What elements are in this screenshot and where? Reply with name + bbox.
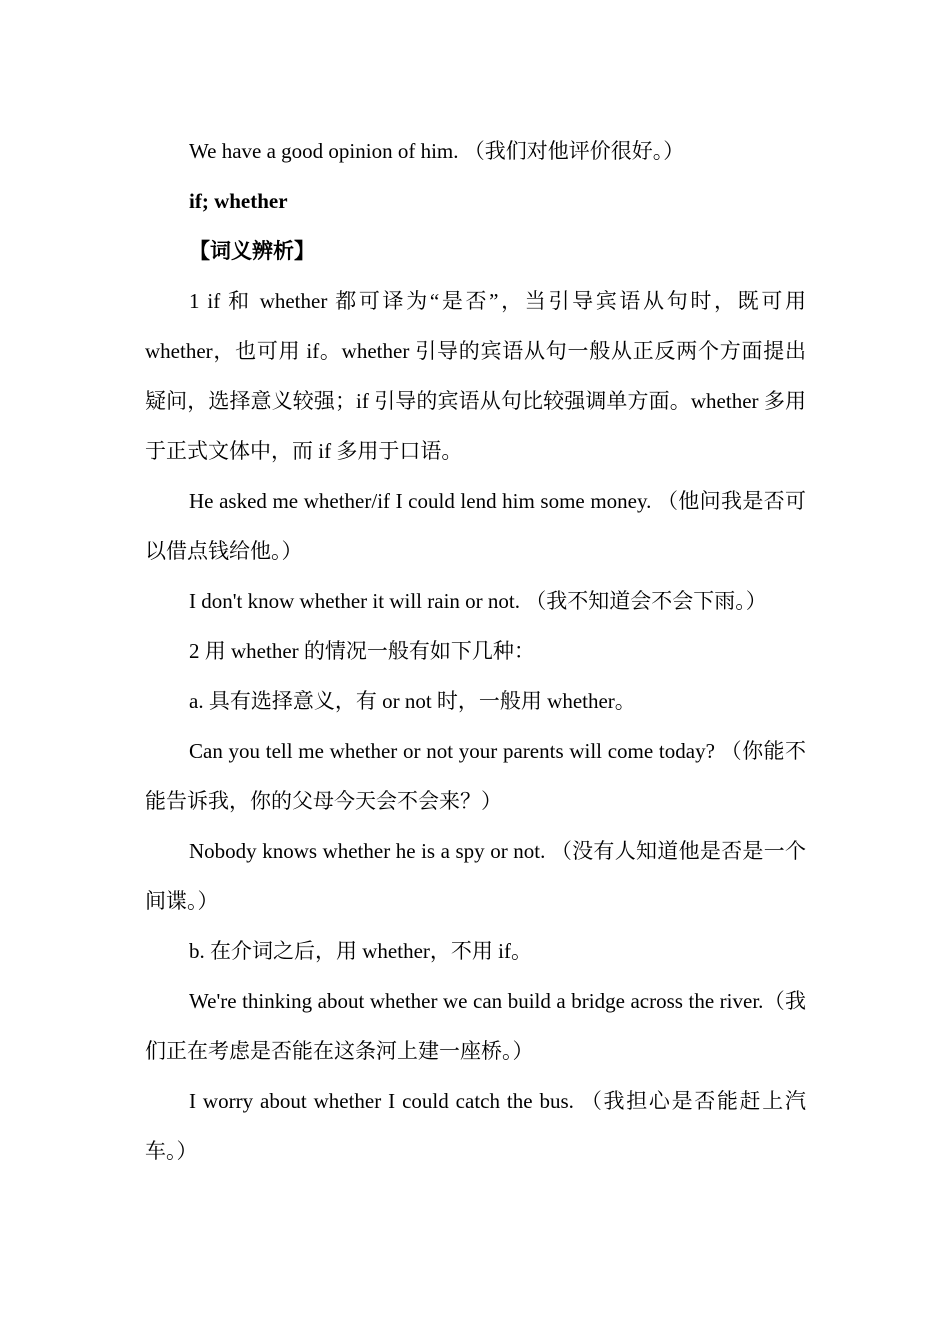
rule-a: a. 具有选择意义，有 or not 时，一般用 whether。 xyxy=(189,689,636,713)
example-sentence-spy: Nobody knows whether he is a spy or not. （没有人知道他是否是一个间谍。） xyxy=(145,839,806,913)
section-heading-if-whether: if; whether xyxy=(189,189,288,213)
example-sentence-opinion: We have a good opinion of him. （我们对他评价很好。） xyxy=(189,139,685,163)
example-sentence-bus: I worry about whether I could catch the bus. （我担心是否能赶上汽车。） xyxy=(145,1089,806,1163)
example-sentence-rain: I don't know whether it will rain or not. （我不知道会不会下雨。） xyxy=(189,589,767,613)
example-sentence-lend-money: He asked me whether/if I could lend him some money. （他问我是否可以借点钱给他。） xyxy=(145,489,806,563)
document-page xyxy=(145,126,806,1176)
subheading-word-analysis: 【词义辨析】 xyxy=(189,239,315,263)
explanation-paragraph-2: 2 用 whether 的情况一般有如下几种： xyxy=(189,639,535,663)
example-sentence-parents: Can you tell me whether or not your parents will come today? （你能不能告诉我，你的父母今天会不会来？） xyxy=(145,739,806,813)
example-sentence-bridge: We're thinking about whether we can build a bridge across the river.（我们正在考虑是否能在这条河上建一座桥。） xyxy=(145,989,806,1063)
rule-b: b. 在介词之后，用 whether，不用 if。 xyxy=(189,939,532,963)
explanation-paragraph-1: 1 if 和 whether 都可译为“是否”，当引导宾语从句时，既可用 whether，也可用 if。whether 引导的宾语从句一般从正反两个方面提出疑问，选择意义较强；if 引导的宾语从句比较强调单方面。whether 多用于正式文体中，而 if 多用于口语。 xyxy=(145,289,806,463)
